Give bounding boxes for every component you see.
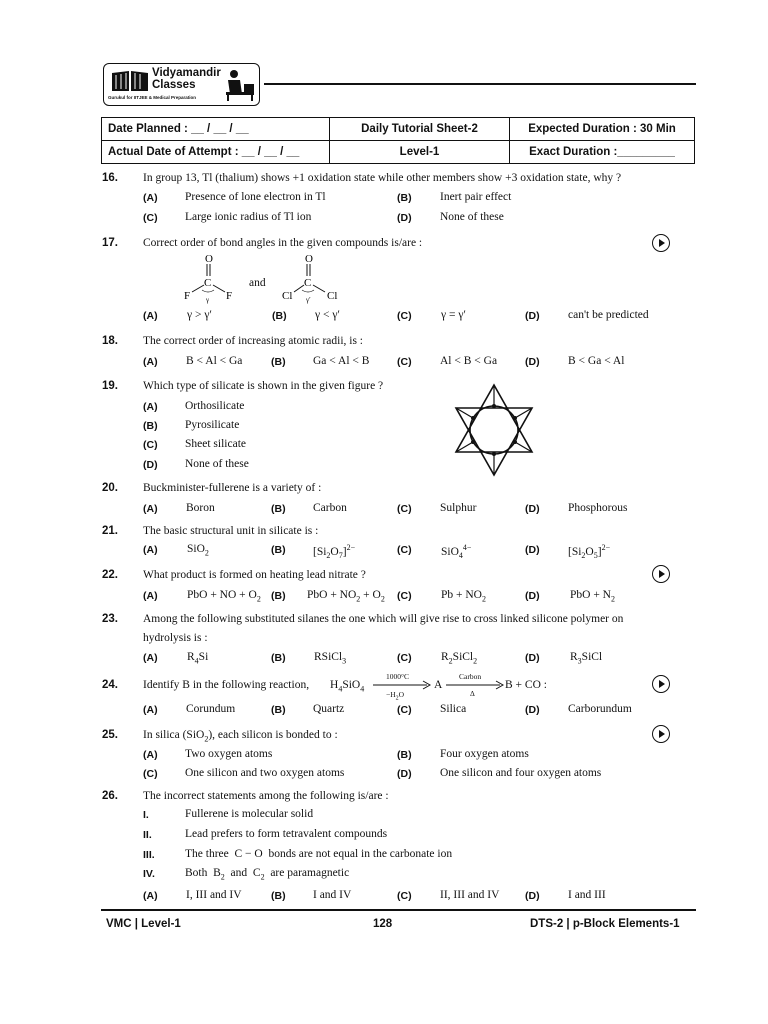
- option-text: None of these: [440, 211, 504, 223]
- option-label: (C): [397, 890, 412, 902]
- option-text: $R_2SiCl_2$: [441, 651, 478, 666]
- logo-sub: Classes: [152, 79, 196, 91]
- option-text: $Pb + NO_2$: [441, 589, 486, 604]
- option-label: (B): [271, 652, 286, 664]
- carbonyl-difluoride-structure: [180, 252, 240, 304]
- video-play-icon[interactable]: [652, 725, 670, 743]
- option-label: (B): [271, 590, 286, 602]
- option-text: Boron: [186, 502, 215, 514]
- question-number: 20.: [102, 482, 118, 494]
- option-text: Quartz: [313, 703, 345, 715]
- option-text: Carbon: [313, 502, 347, 514]
- statement-label: II.: [143, 829, 152, 841]
- option-label: (A): [143, 890, 158, 902]
- question-number: 22.: [102, 569, 118, 581]
- question-number: 21.: [102, 525, 118, 537]
- question-number: 23.: [102, 613, 118, 625]
- option-label: (C): [143, 768, 158, 780]
- option-label: (C): [397, 356, 412, 368]
- option-label: (B): [271, 544, 286, 556]
- logo-tagline: Gurukul for IITJEE & Medical Preparation: [108, 95, 197, 100]
- video-play-icon[interactable]: [652, 565, 670, 583]
- option-label: (D): [525, 890, 540, 902]
- reaction-condition-bottom: Δ: [470, 689, 475, 698]
- option-label: (D): [525, 590, 540, 602]
- option-text: None of these: [185, 458, 249, 470]
- option-text: I, III and IV: [186, 889, 242, 901]
- svg-text:F: F: [226, 290, 233, 302]
- reaction-condition-bottom: $-H_2O$: [386, 690, 405, 702]
- option-label: (B): [271, 704, 286, 716]
- option-label: (B): [397, 192, 412, 204]
- question-text: The basic structural unit in silicate is :: [143, 525, 319, 537]
- footer-right: DTS-2 | p-Block Elements-1: [530, 918, 680, 930]
- svg-text:γ′: γ′: [306, 296, 311, 304]
- option-label: (D): [397, 212, 412, 224]
- question-text: In silica (SiO$_2$), each silicon is bonded to :: [143, 729, 338, 744]
- option-text: Corundum: [186, 703, 236, 715]
- option-text: One silicon and two oxygen atoms: [185, 767, 345, 779]
- option-label: (D): [525, 310, 540, 322]
- logo-name: Vidyamandir: [152, 67, 221, 79]
- statement-text: Lead prefers to form tetravalent compounds: [185, 828, 388, 840]
- option-text: $R_3SiCl$: [570, 651, 603, 666]
- reaction-reactant: $H_4SiO_4$: [330, 679, 365, 694]
- expected-duration: Expected Duration : 30 Min: [510, 118, 695, 141]
- option-text: One silicon and four oxygen atoms: [440, 767, 602, 779]
- question-text: The incorrect statements among the following is/are :: [143, 790, 389, 802]
- sheet-title: Daily Tutorial Sheet-2: [330, 118, 510, 141]
- option-text: Presence of lone electron in Tl: [185, 191, 326, 203]
- exact-duration: Exact Duration :_________: [510, 141, 695, 164]
- svg-text:O: O: [205, 253, 213, 265]
- option-label: (A): [143, 704, 158, 716]
- and-text: and: [249, 277, 266, 289]
- reaction-intermediate: A: [434, 679, 443, 691]
- option-label: (C): [397, 590, 412, 602]
- level: Level-1: [330, 141, 510, 164]
- option-text: II, III and IV: [440, 889, 500, 901]
- video-play-icon[interactable]: [652, 234, 670, 252]
- reaction-arrow-icon: [446, 680, 504, 690]
- header-table: [101, 117, 695, 164]
- svg-text:O: O: [305, 253, 313, 265]
- option-text: Al < B < Ga: [440, 355, 498, 367]
- option-text: Ga < Al < B: [313, 355, 370, 367]
- option-text: Phosphorous: [568, 502, 628, 514]
- option-text: γ > γ′: [187, 309, 212, 321]
- question-text: hydrolysis is :: [143, 632, 208, 644]
- option-text: Orthosilicate: [185, 400, 245, 412]
- option-label: (C): [397, 503, 412, 515]
- option-label: (A): [143, 749, 158, 761]
- option-text: $[Si_2O_7]^{2-}$: [313, 543, 356, 561]
- option-label: (D): [525, 356, 540, 368]
- option-label: (B): [143, 420, 158, 432]
- option-text: PbO + $N_2$: [570, 589, 615, 604]
- question-text: Among the following substituted silanes the one which will give rise to cross linked silicone polymer on: [143, 613, 624, 625]
- option-label: (A): [143, 401, 158, 413]
- option-text: $[Si_2O_5]^{2-}$: [568, 543, 611, 561]
- option-label: (A): [143, 310, 158, 322]
- option-text: Silica: [440, 703, 467, 715]
- statement-label: I.: [143, 809, 149, 821]
- option-text: can't be predicted: [568, 309, 649, 321]
- footer-rule: [101, 909, 696, 911]
- reaction-products: B + CO :: [505, 679, 547, 691]
- option-label: (A): [143, 503, 158, 515]
- option-text: I and III: [568, 889, 606, 901]
- option-text: SiO$_2$: [187, 543, 209, 558]
- option-text: Sulphur: [440, 502, 477, 514]
- option-text: B < Al < Ga: [186, 355, 243, 367]
- svg-text:Cl: Cl: [327, 290, 338, 302]
- option-label: (D): [143, 459, 158, 471]
- question-text: Correct order of bond angles in the given compounds is/are :: [143, 237, 423, 249]
- statement-text: The three C − O bonds are not equal in the carbonate ion: [185, 848, 453, 860]
- svg-text:C: C: [304, 277, 312, 289]
- option-label: (D): [525, 652, 540, 664]
- option-label: (C): [397, 652, 412, 664]
- logo: [103, 63, 260, 106]
- option-label: (D): [525, 503, 540, 515]
- svg-text:C: C: [204, 277, 212, 289]
- svg-text:γ: γ: [206, 296, 210, 304]
- option-label: (C): [397, 704, 412, 716]
- option-label: (B): [272, 310, 287, 322]
- option-label: (B): [271, 890, 286, 902]
- question-number: 24.: [102, 679, 118, 691]
- reaction-condition-top: Carbon: [459, 672, 482, 681]
- reaction-condition-top: 1000°C: [386, 672, 410, 681]
- question-text: Buckminister-fullerene is a variety of :: [143, 482, 322, 494]
- option-label: (B): [397, 749, 412, 761]
- student-desk-icon: [222, 68, 256, 102]
- option-text: Sheet silicate: [185, 438, 246, 450]
- option-text: Large ionic radius of Tl ion: [185, 211, 312, 223]
- option-label: (D): [397, 768, 412, 780]
- question-text: The correct order of increasing atomic radii, is :: [143, 335, 364, 347]
- option-label: (D): [525, 544, 540, 556]
- footer-left: VMC | Level-1: [106, 918, 181, 930]
- option-text: PbO + NO + $O_2$: [187, 589, 261, 604]
- option-label: (A): [143, 652, 158, 664]
- option-text: Inert pair effect: [440, 191, 512, 203]
- statement-text: Both $B_2$ and $C_2$ are paramagnetic: [185, 867, 350, 882]
- option-text: γ < γ′: [315, 309, 340, 321]
- option-label: (B): [271, 503, 286, 515]
- video-play-icon[interactable]: [652, 675, 670, 693]
- actual-date: Actual Date of Attempt : __ / __ / __: [102, 141, 330, 164]
- option-text: RSiCl$_3$: [314, 651, 347, 666]
- question-number: 25.: [102, 729, 118, 741]
- option-text: Four oxygen atoms: [440, 748, 529, 760]
- page-number: 128: [373, 918, 393, 930]
- question-number: 17.: [102, 237, 118, 249]
- statement-text: Fullerene is molecular solid: [185, 808, 314, 820]
- book-logo-icon: [110, 69, 150, 93]
- option-label: (C): [143, 439, 158, 451]
- date-planned: Date Planned : __ / __ / __: [102, 118, 330, 141]
- option-text: Pyrosilicate: [185, 419, 240, 431]
- svg-text:Cl: Cl: [282, 290, 293, 302]
- question-text: In group 13, Tl (thalium) shows +1 oxidation state while other members show +3 oxidation state, why ?: [143, 172, 622, 184]
- option-text: γ = γ′: [441, 309, 466, 321]
- option-label: (A): [143, 356, 158, 368]
- option-text: PbO + $NO_2 + O_2$: [307, 589, 385, 604]
- option-label: (A): [143, 590, 158, 602]
- option-label: (C): [143, 212, 158, 224]
- option-label: (A): [143, 192, 158, 204]
- option-label: (C): [397, 544, 412, 556]
- option-text: I and IV: [313, 889, 352, 901]
- reaction-arrow-icon: [373, 680, 431, 690]
- question-text: What product is formed on heating lead nitrate ?: [143, 569, 366, 581]
- question-number: 19.: [102, 380, 118, 392]
- question-number: 26.: [102, 790, 118, 802]
- option-label: (A): [143, 544, 158, 556]
- option-text: SiO$_4^{4-}$: [441, 543, 472, 561]
- question-text: Identify B in the following reaction,: [143, 679, 310, 691]
- cyclic-silicate-figure: [452, 382, 536, 478]
- statement-label: IV.: [143, 868, 155, 880]
- option-text: $R_4Si$: [187, 651, 209, 666]
- question-text: Which type of silicate is shown in the given figure ?: [143, 380, 384, 392]
- svg-text:F: F: [184, 290, 191, 302]
- option-text: Two oxygen atoms: [185, 748, 273, 760]
- header-rule: [264, 83, 696, 85]
- statement-label: III.: [143, 849, 155, 861]
- option-label: (D): [525, 704, 540, 716]
- phosgene-structure: [280, 252, 346, 304]
- option-label: (B): [271, 356, 286, 368]
- option-text: Carborundum: [568, 703, 632, 715]
- question-number: 18.: [102, 335, 118, 347]
- option-label: (C): [397, 310, 412, 322]
- question-number: 16.: [102, 172, 118, 184]
- option-text: B < Ga < Al: [568, 355, 625, 367]
